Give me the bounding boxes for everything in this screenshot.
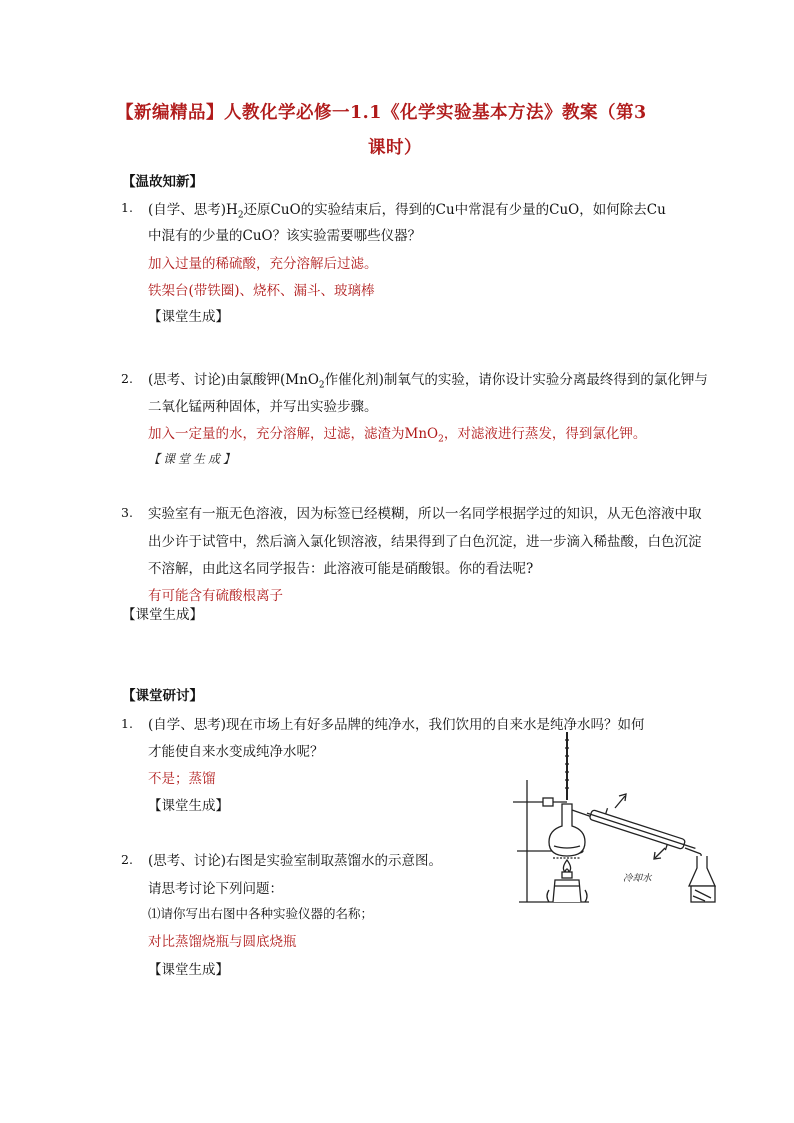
- alcohol-lamp: [553, 880, 581, 902]
- review-q2-text-line1: (思考、讨论)由氯酸钾(MnO$_2$作催化剂)制氧气的实验，请你设计实验分离最终得到的氯化钾与: [148, 372, 708, 391]
- study-q1-text-line2: 才能使自来水变成纯净水呢？: [148, 744, 324, 760]
- review-q3-answer: 有可能含有硫酸根离子: [148, 588, 283, 604]
- review-q3-text-line1: 实验室有一瓶无色溶液，因为标签已经模糊，所以一名同学根据学过的知识，从无色溶液中取: [148, 506, 702, 522]
- review-q3-class-note: 【课堂生成】: [122, 607, 203, 623]
- page-title-line1: 【新编精品】人教化学必修一1.1《化学实验基本方法》教案（第3: [116, 103, 647, 123]
- review-q1-text-line1: (自学、思考)$H_2$还原CuO的实验结束后，得到的Cu中常混有少量的CuO，如何除去Cu: [148, 202, 666, 221]
- study-q2-text-line1: (思考、讨论)右图是实验室制取蒸馏水的示意图。: [148, 853, 443, 869]
- study-q2-number: 2.: [121, 852, 133, 867]
- study-q2-class-note: 【课堂生成】: [148, 962, 229, 978]
- study-q2-text-line3: ⑴请你写出右图中各种实验仪器的名称；: [148, 906, 374, 921]
- review-q1-answer-line2: 铁架台(带铁圈)、烧杯、漏斗、玻璃棒: [148, 283, 375, 299]
- review-q1-answer-line1: 加入过量的稀硫酸，充分溶解后过滤。: [148, 256, 378, 272]
- distillation-apparatus-figure: [505, 730, 740, 910]
- study-q2-answer: 对比蒸馏烧瓶与圆底烧瓶: [148, 934, 297, 950]
- study-heading: 【课堂研讨】: [122, 688, 203, 704]
- review-q1-class-note: 【课堂生成】: [148, 309, 229, 325]
- flame: [563, 860, 570, 872]
- water-inlet-arrow: [655, 848, 665, 858]
- study-q1-number: 1.: [121, 716, 133, 731]
- study-q1-text-line1: (自学、思考)现在市场上有好多品牌的纯净水，我们饮用的自来水是纯净水吗？如何: [148, 717, 645, 733]
- review-q3-text-line3: 不溶解，由此这名同学报告：此溶液可能是硝酸银。你的看法呢?: [148, 561, 534, 577]
- cooling-water-label: 冷却水: [623, 873, 652, 884]
- review-q3-number: 3.: [121, 505, 133, 520]
- study-q1-answer: 不是；蒸馏: [148, 771, 216, 787]
- review-q2-answer: 加入一定量的水，充分溶解，过滤，滤渣为MnO$_2$，对滤液进行蒸发，得到氯化钾。: [148, 426, 647, 445]
- review-q3-text-line2: 出少许于试管中，然后滴入氯化钡溶液，结果得到了白色沉淀，进一步滴入稀盐酸，白色沉淀: [148, 534, 702, 550]
- receiving-flask: [689, 856, 715, 886]
- study-q1-class-note: 【课堂生成】: [148, 798, 229, 814]
- review-heading: 【温故知新】: [122, 174, 203, 190]
- condenser-group: [584, 803, 699, 859]
- study-q2-text-line2: 请思考讨论下列问题：: [148, 881, 283, 897]
- adapter-tube: [685, 848, 701, 854]
- review-q2-text-line2: 二氧化锰两种固体，并写出实验步骤。: [148, 399, 378, 415]
- review-q1-text-line2: 中混有的少量的CuO？该实验需要哪些仪器？: [148, 228, 422, 244]
- review-q2-number: 2.: [121, 371, 133, 386]
- review-q2-class-note: 【课堂生成】: [148, 452, 239, 466]
- water-outlet-arrow: [615, 796, 625, 808]
- page-title-line2: 课时）: [368, 138, 422, 158]
- review-q1-number: 1.: [121, 200, 133, 215]
